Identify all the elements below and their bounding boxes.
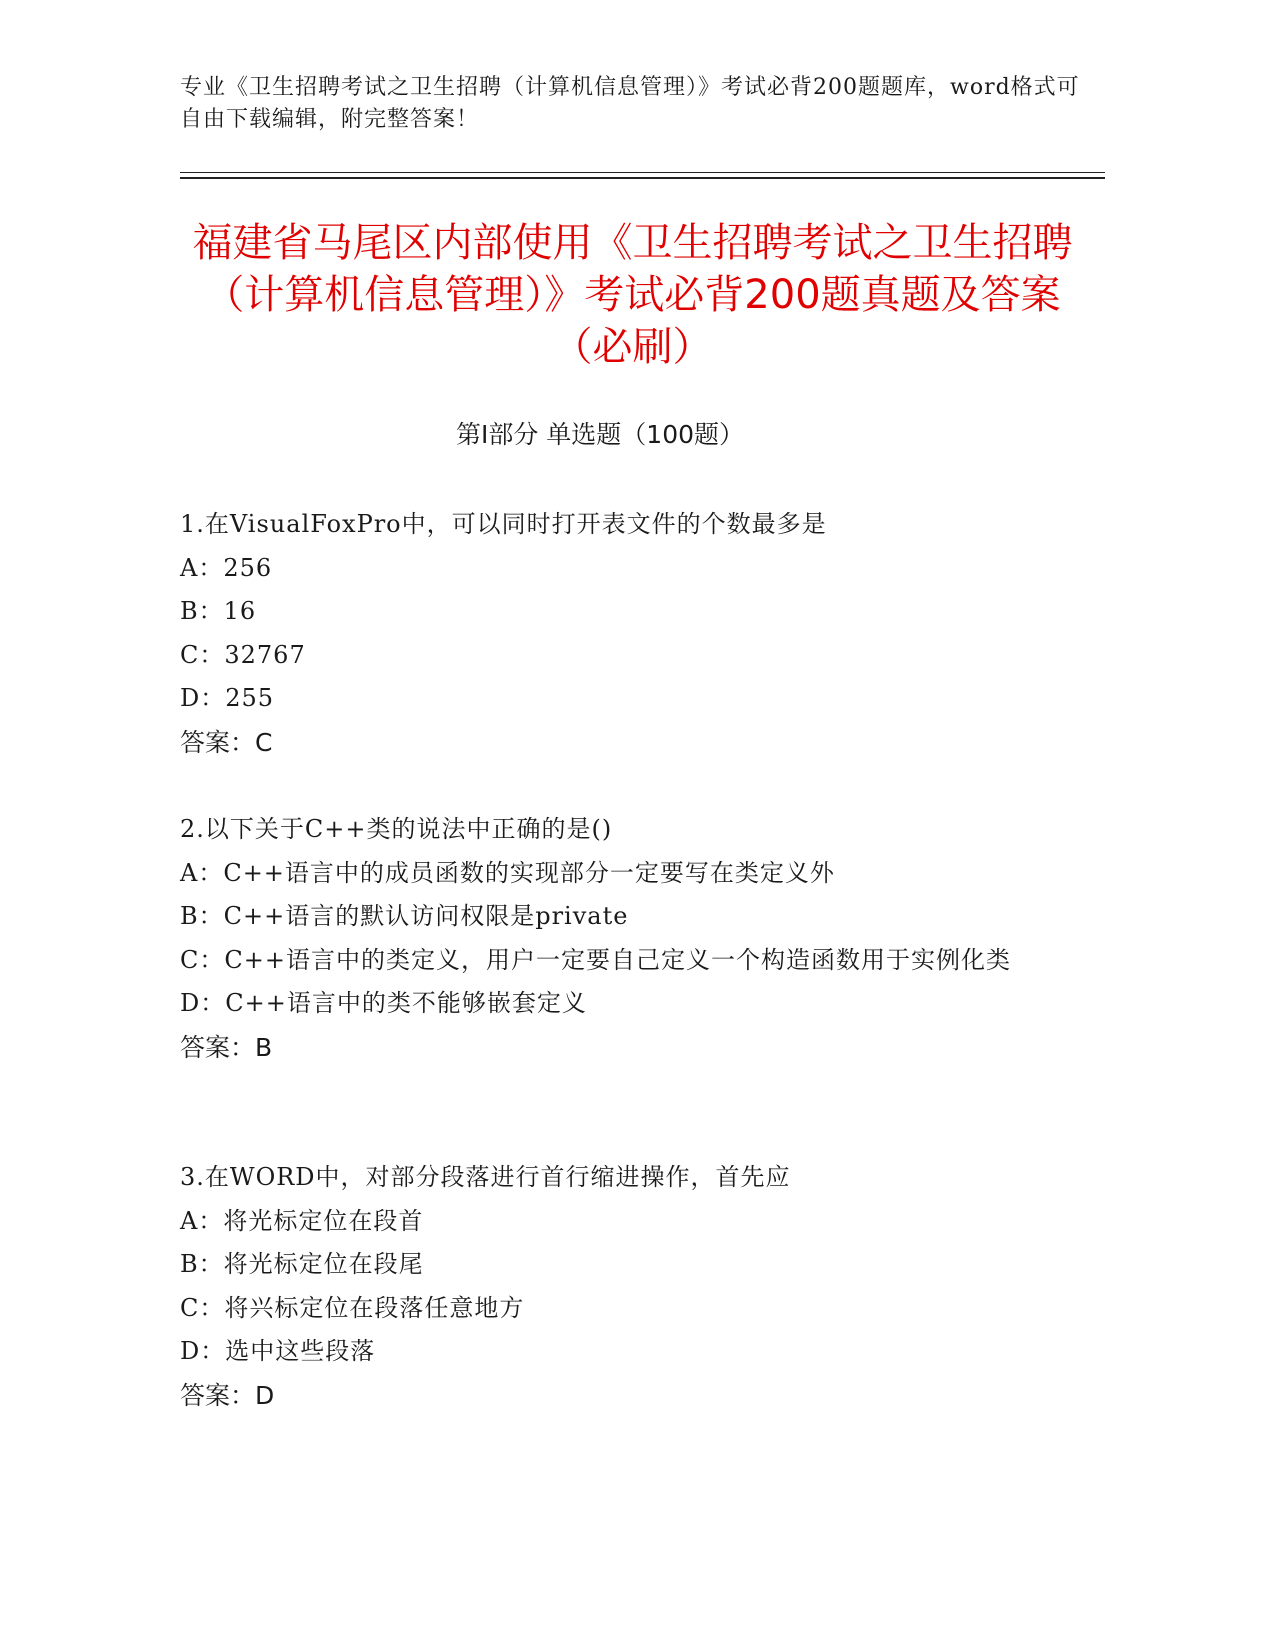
question-stem: 3.在WORD中，对部分段落进行首行缩进操作，首先应 <box>180 1163 791 1191</box>
option-d: D：选中这些段落 <box>180 1337 376 1365</box>
question-3 <box>180 1156 1040 1417</box>
option-c: C：将兴标定位在段落任意地方 <box>180 1293 525 1322</box>
question-2 <box>180 808 1040 1069</box>
header-rule-thin <box>180 172 1105 173</box>
answer: 答案：C <box>180 727 273 757</box>
option-a: A：C++语言中的成员函数的实现部分一定要写在类定义外 <box>180 858 835 887</box>
question-stem: 1.在VisualFoxPro中，可以同时打开表文件的个数最多是 <box>180 510 827 538</box>
option-b: B：将光标定位在段尾 <box>180 1250 424 1278</box>
option-a: A：将光标定位在段首 <box>180 1206 424 1235</box>
option-d: D：255 <box>180 684 275 712</box>
option-c: C：32767 <box>180 640 306 669</box>
header-rule-thick <box>180 177 1105 179</box>
answer: 答案：B <box>180 1032 273 1062</box>
section-title: 第Ⅰ部分 单选题（100题） <box>455 420 745 449</box>
option-c: C：C++语言中的类定义，用户一定要自己定义一个构造函数用于实例化类 <box>180 945 1011 974</box>
option-a: A：256 <box>180 553 273 582</box>
document-title: 福建省马尾区内部使用《卫生招聘考试之卫生招聘（计算机信息管理）》考试必背200题真题及答案（必刷） <box>192 220 1073 370</box>
question-stem: 2.以下关于C++类的说法中正确的是() <box>180 815 613 843</box>
option-d: D：C++语言中的类不能够嵌套定义 <box>180 989 587 1017</box>
answer: 答案：D <box>180 1380 275 1410</box>
question-1 <box>180 503 1040 764</box>
header-note: 专业《卫生招聘考试之卫生招聘（计算机信息管理）》考试必背200题题库，word格式可自由下载编辑，附完整答案！ <box>180 75 1080 132</box>
option-b: B：C++语言的默认访问权限是private <box>180 902 629 930</box>
option-b: B：16 <box>180 597 257 625</box>
